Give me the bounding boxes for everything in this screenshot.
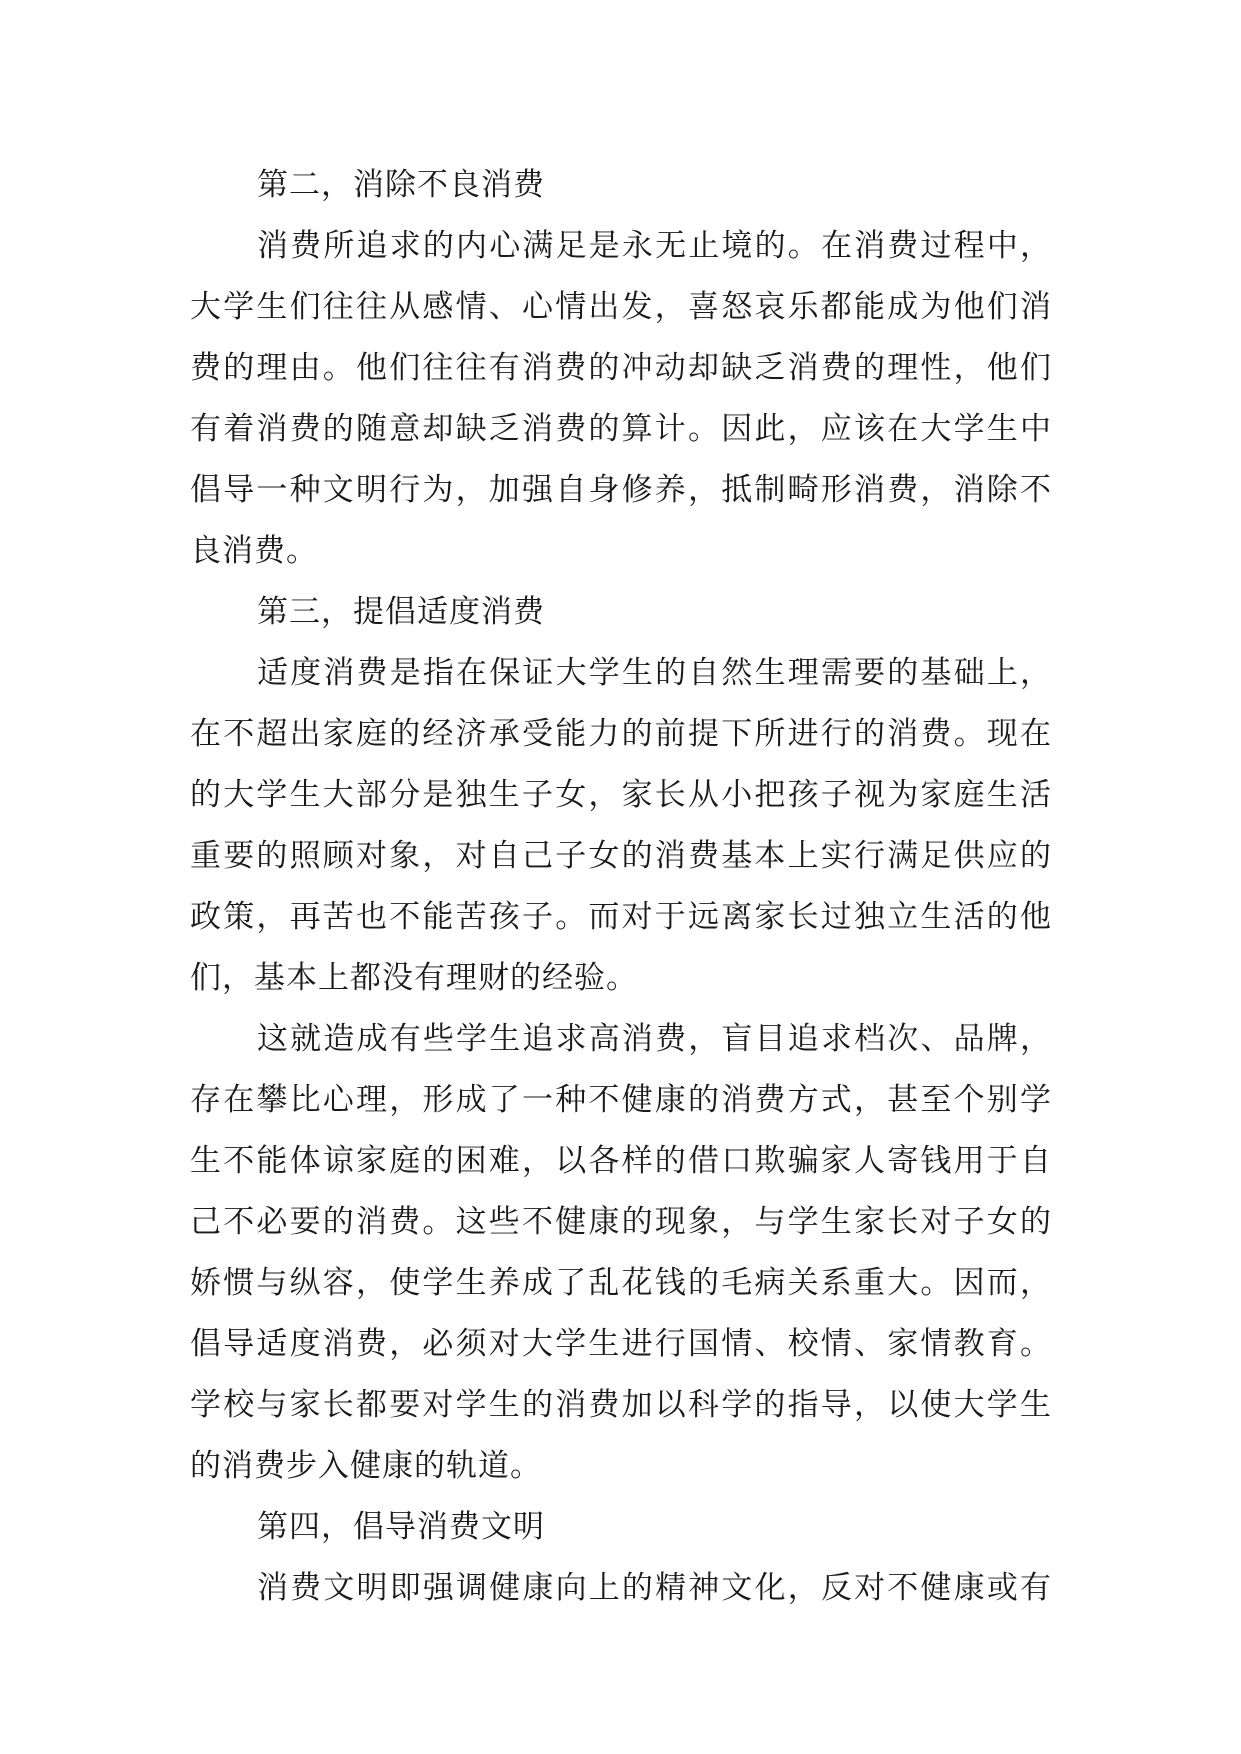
text-line: 消费文明即强调健康向上的精神文化，反对不健康或有 xyxy=(257,1570,1052,1606)
text-line: 倡导一种文明行为，加强自身修养，抵制畸形消费，消除不 xyxy=(190,472,1052,508)
text-line: 在不超出家庭的经济承受能力的前提下所进行的消费。现在 xyxy=(190,716,1052,752)
text-line: 学校与家长都要对学生的消费加以科学的指导，以使大学生 xyxy=(190,1387,1052,1423)
text-line: 的消费步入健康的轨道。 xyxy=(190,1448,542,1484)
text-line: 倡导适度消费，必须对大学生进行国情、校情、家情教育。 xyxy=(190,1326,1052,1362)
text-line: 存在攀比心理，形成了一种不健康的消费方式，甚至个别学 xyxy=(190,1082,1052,1118)
text-line: 们，基本上都没有理财的经验。 xyxy=(190,960,638,996)
text-line: 政策，再苦也不能苦孩子。而对于远离家长过独立生活的他 xyxy=(190,899,1052,935)
text-line: 己不必要的消费。这些不健康的现象，与学生家长对子女的 xyxy=(190,1204,1052,1240)
text-line: 重要的照顾对象，对自己子女的消费基本上实行满足供应的 xyxy=(190,838,1052,874)
text-line: 第二，消除不良消费 xyxy=(257,167,545,203)
text-line: 有着消费的随意却缺乏消费的算计。因此，应该在大学生中 xyxy=(190,411,1052,447)
text-line: 这就造成有些学生追求高消费，盲目追求档次、品牌， xyxy=(257,1021,1052,1057)
document-body xyxy=(190,155,1052,1619)
text-line: 良消费。 xyxy=(190,533,318,569)
text-line: 第四，倡导消费文明 xyxy=(257,1509,545,1545)
text-line: 适度消费是指在保证大学生的自然生理需要的基础上， xyxy=(257,655,1052,691)
text-line: 第三，提倡适度消费 xyxy=(257,594,545,630)
text-line: 的大学生大部分是独生子女，家长从小把孩子视为家庭生活 xyxy=(190,777,1052,813)
text-line: 费的理由。他们往往有消费的冲动却缺乏消费的理性，他们 xyxy=(190,350,1052,386)
text-line: 大学生们往往从感情、心情出发，喜怒哀乐都能成为他们消 xyxy=(190,289,1052,325)
text-line: 娇惯与纵容，使学生养成了乱花钱的毛病关系重大。因而， xyxy=(190,1265,1052,1301)
text-line: 生不能体谅家庭的困难，以各样的借口欺骗家人寄钱用于自 xyxy=(190,1143,1052,1179)
text-line: 消费所追求的内心满足是永无止境的。在消费过程中， xyxy=(257,228,1052,264)
